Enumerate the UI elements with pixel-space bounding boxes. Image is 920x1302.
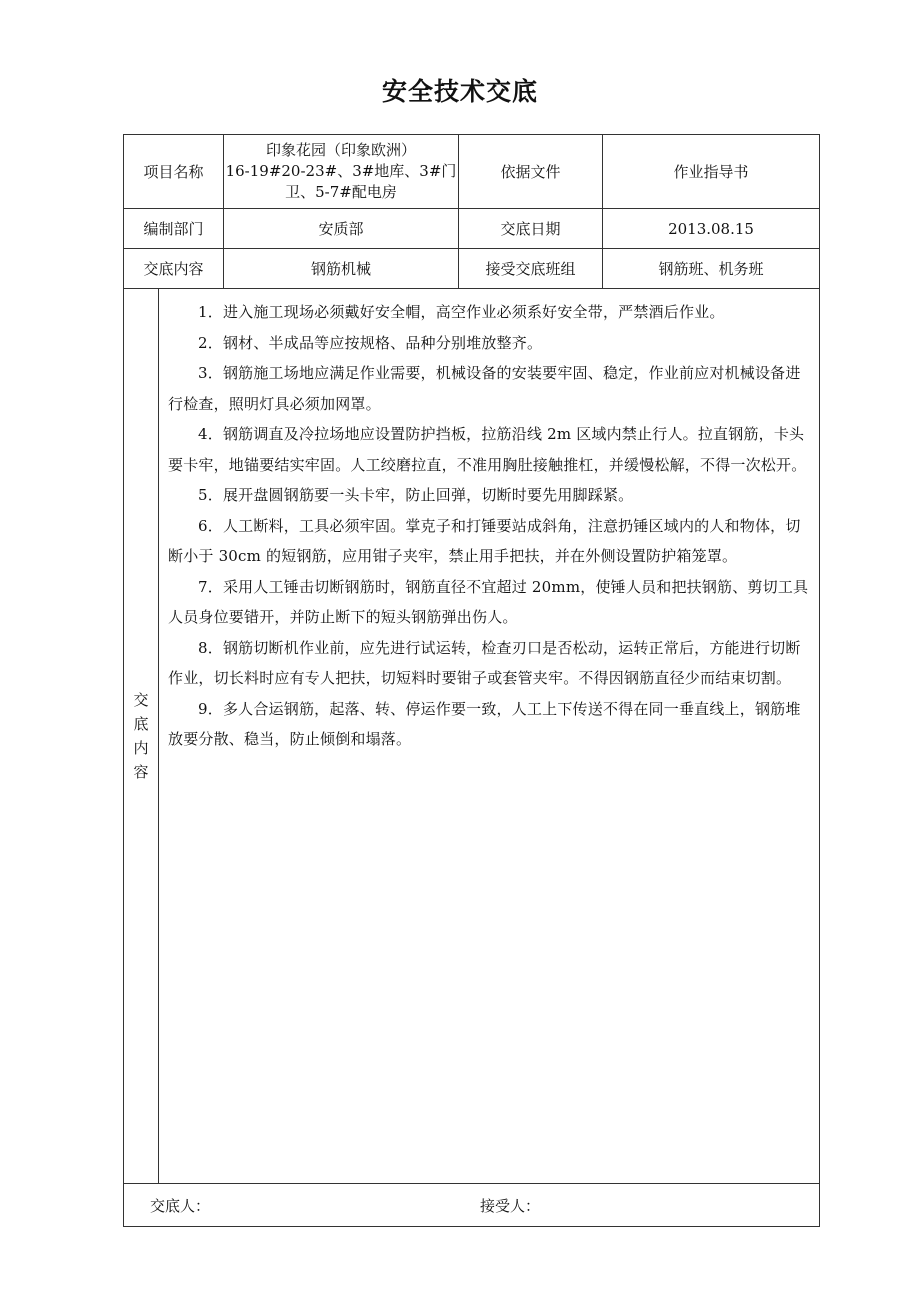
content-item-7: 7．采用人工锤击切断钢筋时，钢筋直径不宜超过 20mm，使锤人员和把扶钢筋、剪切工具人员身位要错开，并防止断下的短头钢筋弹出伤人。 — [168, 577, 809, 626]
receiving-team-value: 钢筋班、机务班 — [603, 249, 820, 289]
department-label: 编制部门 — [124, 209, 224, 249]
project-name-value — [224, 135, 459, 209]
row-department — [124, 209, 820, 249]
page-title: 安全技术交底 — [381, 77, 538, 106]
content-item-8: 8．钢筋切断机作业前，应先进行试运转，检查刃口是否松动，运转正常后，方能进行切断作业，切长料时应有专人把扶，切短料时要钳子或套管夹牢。不得因钢筋直径少而结束切割。 — [168, 638, 801, 687]
department-value: 安质部 — [224, 209, 459, 249]
content-body — [159, 289, 820, 1184]
project-name-line-3: 卫、5-7#配电房 — [285, 183, 397, 201]
receiver-label: 接受人： — [480, 1196, 541, 1215]
project-name-line-1: 印象花园（印象欧洲） — [266, 141, 417, 159]
row-project — [124, 135, 820, 209]
signature-cell — [124, 1184, 820, 1227]
row-content-topic — [124, 249, 820, 289]
row-signatures — [124, 1184, 820, 1227]
giver-label: 交底人： — [150, 1196, 211, 1215]
content-item-6: 6．人工断料，工具必须牢固。掌克子和打锤要站成斜角，注意扔锤区域内的人和物体，切断小于 30cm 的短钢筋，应用钳子夹牢，禁止用手把扶，并在外侧设置防护箱笼罩。 — [168, 516, 801, 565]
disclosure-date-label: 交底日期 — [459, 209, 603, 249]
content-item-1: 1．进入施工现场必须戴好安全帽，高空作业必须系好安全带，严禁酒后作业。 — [198, 303, 725, 321]
content-item-2: 2．钢材、半成品等应按规格、品种分别堆放整齐。 — [198, 333, 543, 352]
disclosure-date-value: 2013.08.15 — [603, 209, 820, 249]
disclosure-form-table — [123, 134, 820, 1227]
content-item-9: 9．多人合运钢筋，起落、转、停运作要一致，人工上下传送不得在同一垂直线上，钢筋堆放要分散、稳当，防止倾倒和塌落。 — [168, 699, 801, 748]
content-side-label — [124, 289, 159, 1184]
content-side-label-text: 交底内容 — [133, 691, 149, 781]
row-content — [124, 289, 820, 1184]
project-name-line-2: 16-19#20-23#、3#地库、3#门 — [225, 162, 457, 180]
project-name-label: 项目名称 — [124, 135, 224, 209]
content-topic-value: 钢筋机械 — [224, 249, 459, 289]
content-item-3: 3．钢筋施工场地应满足作业需要，机械设备的安装要牢固、稳定，作业前应对机械设备进行检查，照明灯具必须加网罩。 — [168, 364, 801, 413]
receiving-team-label: 接受交底班组 — [459, 249, 603, 289]
basis-document-label: 依据文件 — [459, 135, 603, 209]
basis-document-value: 作业指导书 — [603, 135, 820, 209]
content-item-5: 5．展开盘圆钢筋要一头卡牢，防止回弹，切断时要先用脚踩紧。 — [198, 486, 634, 504]
content-item-4: 4．钢筋调直及冷拉场地应设置防护挡板，拉筋沿线 2m 区域内禁止行人。拉直钢筋，卡头要卡牢，地锚要结实牢固。人工绞磨拉直，不准用胸肚接触推杠，并缓慢松解，不得一次松开。 — [168, 425, 807, 474]
content-topic-label: 交底内容 — [124, 249, 224, 289]
